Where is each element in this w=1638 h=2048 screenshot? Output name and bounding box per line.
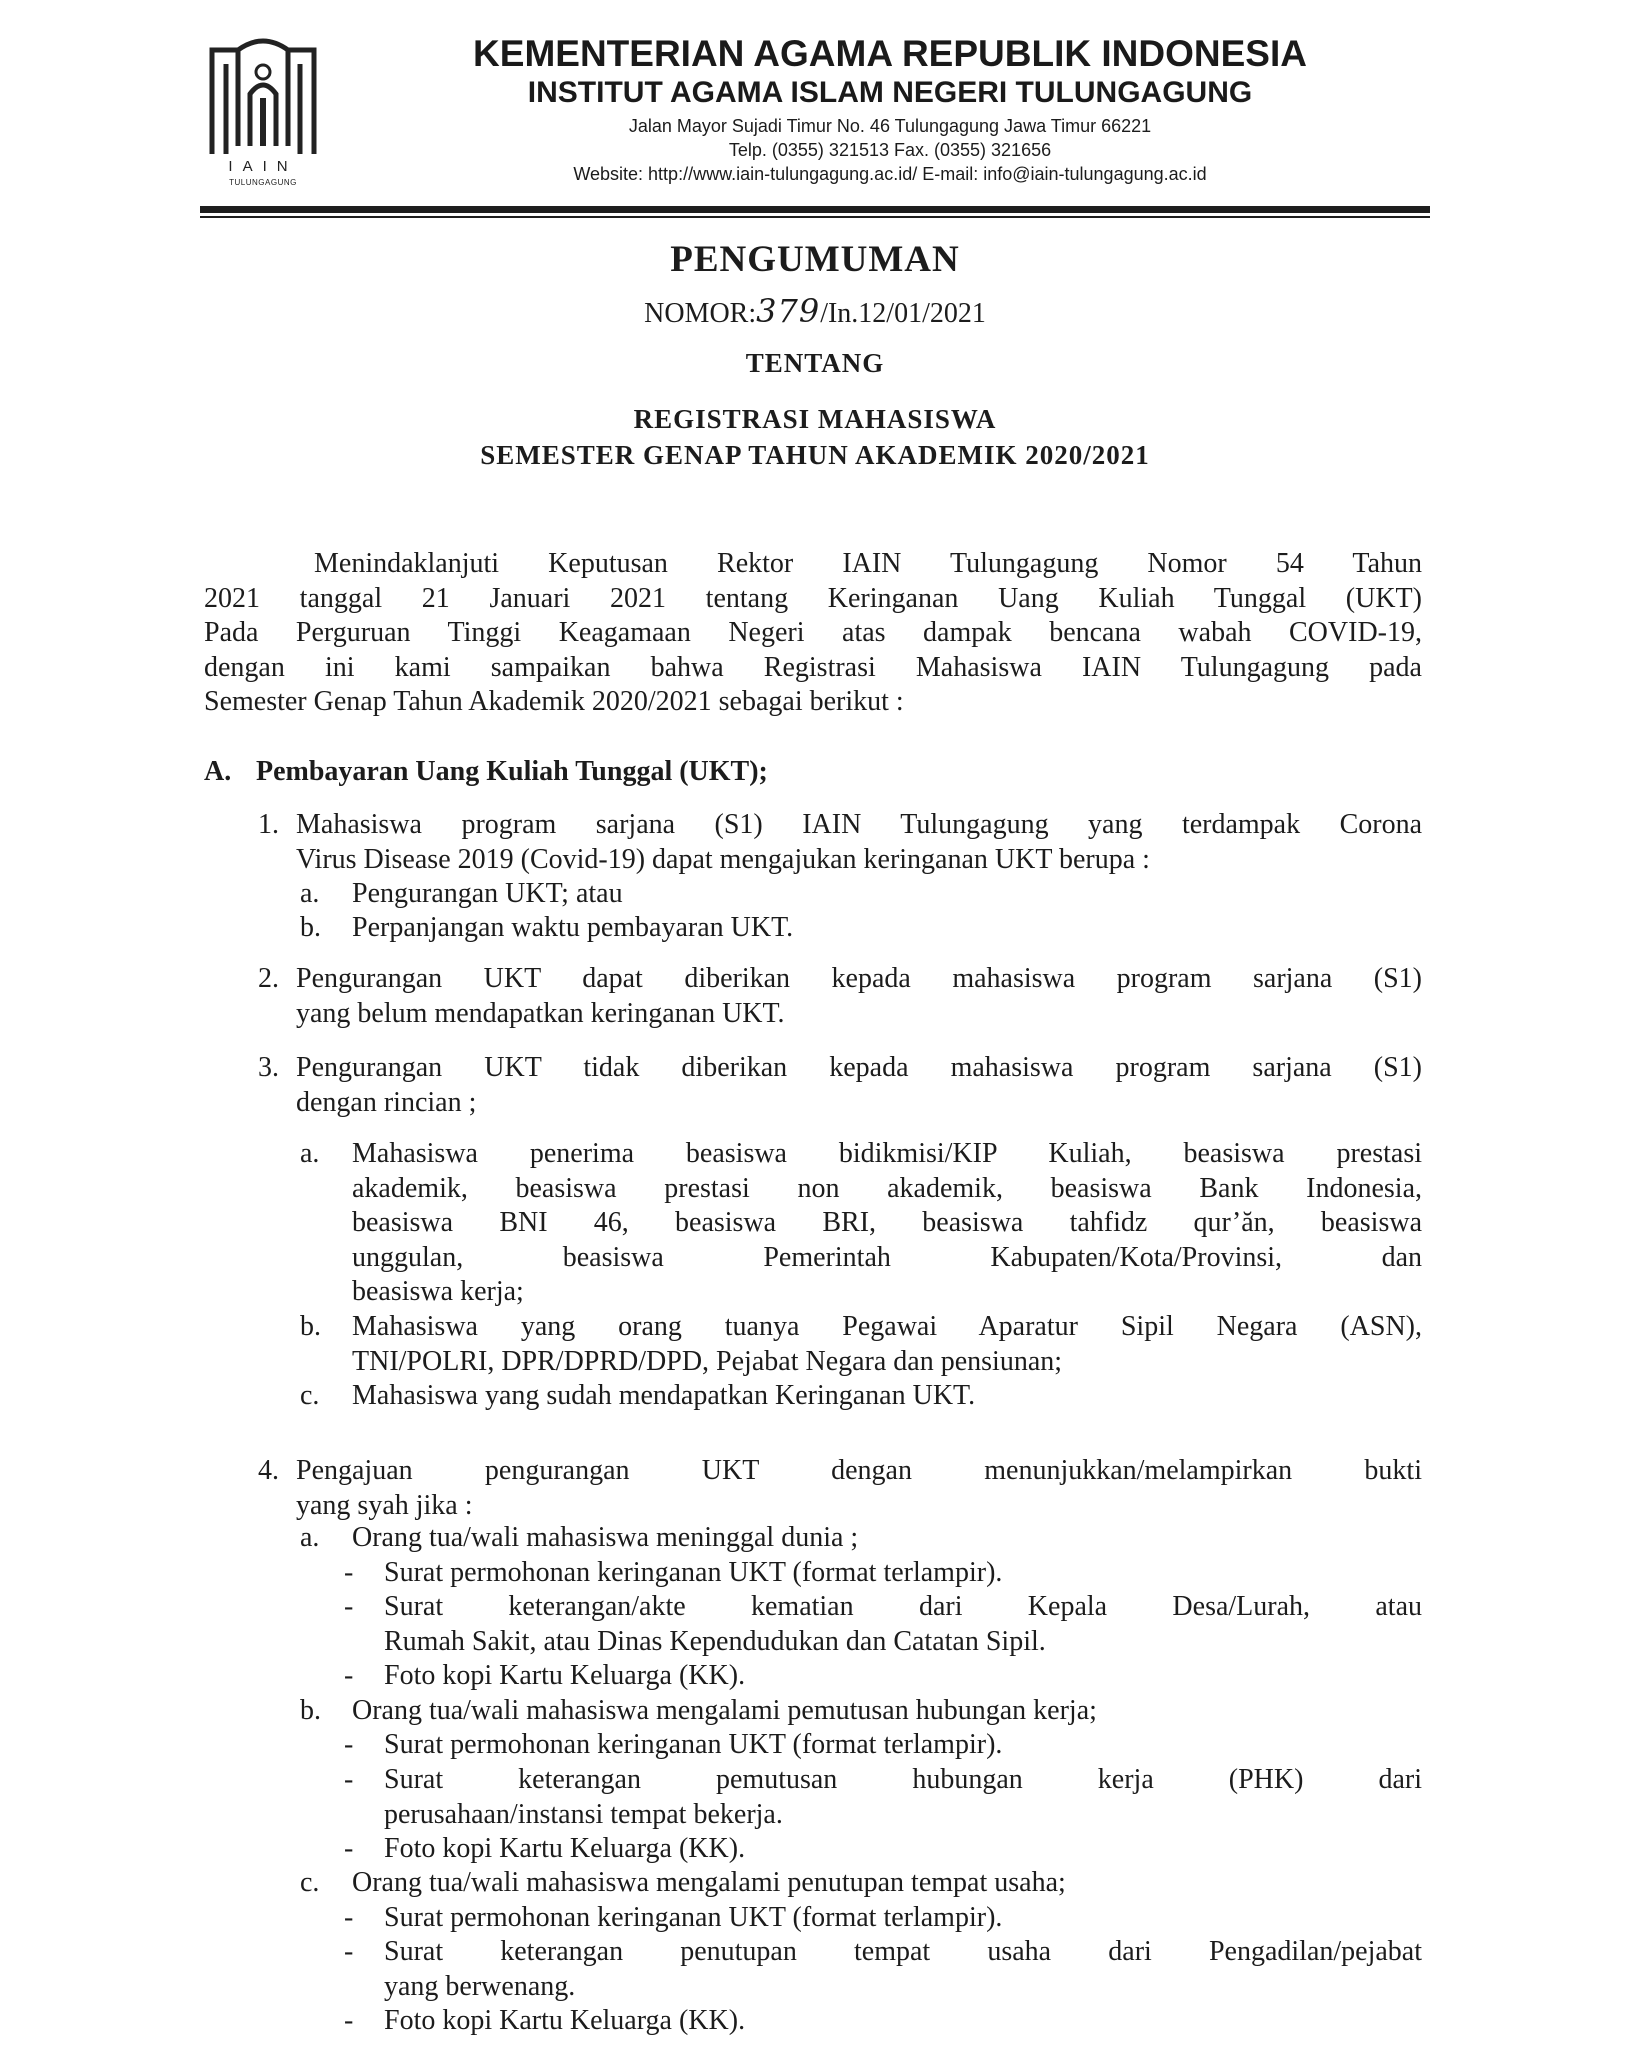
sub-item xyxy=(300,1379,1422,1414)
sub-letter: a. xyxy=(300,1138,320,1169)
intro-paragraph xyxy=(204,547,1422,720)
address: Jalan Mayor Sujadi Timur No. 46 Tulungagung Jawa Timur 66221 xyxy=(628,116,1152,136)
item-number: 1. xyxy=(258,809,279,840)
dash-line: Foto kopi Kartu Keluarga (KK). xyxy=(384,1660,746,1691)
tentang-heading: TENTANG xyxy=(745,348,885,378)
nomor-suffix: /In.12/01/2021 xyxy=(820,298,986,329)
dash-item: - Surat permohonan keringanan UKT (format terlampir). xyxy=(344,1728,1422,1763)
intro-line: 2021 tanggal 21 Januari 2021 tentang Keringanan Uang Kuliah Tunggal (UKT) xyxy=(204,582,1422,614)
website-email: Website: http://www.iain-tulungagung.ac.id/ E-mail: info@iain-tulungagung.ac.id xyxy=(573,164,1207,184)
dash-line: perusahaan/instansi tempat bekerja. xyxy=(384,1798,783,1830)
sub-letter: b. xyxy=(300,912,321,943)
item-number: 3. xyxy=(258,1052,279,1083)
dash-item: - Foto kopi Kartu Keluarga (KK). xyxy=(344,1659,1422,1694)
logo-subtext: TULUNGAGUNG xyxy=(229,178,297,187)
dash-line: Foto kopi Kartu Keluarga (KK). xyxy=(384,2005,746,2036)
nomor-prefix: NOMOR: xyxy=(644,298,757,329)
sub-line: TNI/POLRI, DPR/DPRD/DPD, Pejabat Negara dan pensiunan; xyxy=(352,1345,1063,1377)
item-line: Virus Disease 2019 (Covid-19) dapat mengajukan keringanan UKT berupa : xyxy=(296,843,1150,875)
sub-letter: c. xyxy=(300,1867,320,1898)
subject-line-2: SEMESTER GENAP TAHUN AKADEMIK 2020/2021 xyxy=(480,440,1150,470)
dash-line: Surat permohonan keringanan UKT (format terlampir). xyxy=(384,1557,1003,1588)
dash-line: Surat permohonan keringanan UKT (format terlampir). xyxy=(384,1729,1003,1760)
sub-line: beasiswa kerja; xyxy=(352,1276,524,1307)
subject-line-1: REGISTRASI MAHASISWA xyxy=(633,404,997,434)
sub-item xyxy=(300,1866,1422,1901)
dash-line: Foto kopi Kartu Keluarga (KK). xyxy=(384,1833,746,1864)
dash-line: Surat permohonan keringanan UKT (format terlampir). xyxy=(384,1902,1003,1933)
item-line: Pengajuan pengurangan UKT dengan menunjukkan/melampirkan bukti xyxy=(296,1455,1422,1486)
sub-item xyxy=(300,911,1422,946)
sub-letter: a. xyxy=(300,878,320,909)
dash-item: - Surat keterangan pemutusan hubungan kerja (PHK) dari perusahaan/instansi tempat bekerja. xyxy=(344,1763,1422,1832)
item-line: Pengurangan UKT tidak diberikan kepada mahasiswa program sarjana (S1) xyxy=(296,1052,1422,1083)
header-rule-thin xyxy=(200,216,1430,218)
sub-letter: a. xyxy=(300,1522,320,1553)
sub-letter: b. xyxy=(300,1311,321,1342)
sub-text: Orang tua/wali mahasiswa meninggal dunia ; xyxy=(352,1522,859,1553)
item-line: Pengurangan UKT dapat diberikan kepada mahasiswa program sarjana (S1) xyxy=(296,963,1422,994)
intro-line: Menindaklanjuti Keputusan Rektor IAIN Tulungagung Nomor 54 Tahun xyxy=(314,548,1422,579)
nomor-handwritten: 379 xyxy=(756,292,821,330)
dash-line: Rumah Sakit, atau Dinas Kependudukan dan Catatan Sipil. xyxy=(384,1625,1046,1657)
document-number xyxy=(200,292,1430,330)
sub-text: Orang tua/wali mahasiswa mengalami pemutusan hubungan kerja; xyxy=(352,1695,1097,1726)
section-a-heading xyxy=(204,756,768,788)
section-a-label: A. xyxy=(204,756,232,787)
dash-item: - Foto kopi Kartu Keluarga (KK). xyxy=(344,1832,1422,1867)
list-item-4 xyxy=(258,1454,1422,1523)
item-line: dengan rincian ; xyxy=(296,1086,477,1118)
dash-line: Surat keterangan/akte kematian dari Kepala Desa/Lurah, atau xyxy=(384,1591,1422,1622)
ministry-name: KEMENTERIAN AGAMA REPUBLIK INDONESIA xyxy=(473,33,1307,74)
sub-text: Perpanjangan waktu pembayaran UKT. xyxy=(352,912,794,943)
phone-fax: Telp. (0355) 321513 Fax. (0355) 321656 xyxy=(728,140,1052,160)
list-item-3 xyxy=(258,1051,1422,1120)
sub-line: Mahasiswa penerima beasiswa bidikmisi/KIP Kuliah, beasiswa prestasi xyxy=(352,1138,1422,1169)
sub-item xyxy=(300,1310,1422,1379)
intro-line: dengan ini kami sampaikan bahwa Registrasi Mahasiswa IAIN Tulungagung pada xyxy=(204,651,1422,683)
dash-line: Surat keterangan pemutusan hubungan kerja (PHK) dari xyxy=(384,1764,1422,1795)
document-title: PENGUMUMAN xyxy=(670,239,960,280)
sub-line: akademik, beasiswa prestasi non akademik, beasiswa Bank Indonesia, xyxy=(352,1172,1422,1204)
dash-item: - Foto kopi Kartu Keluarga (KK). xyxy=(344,2004,1422,2039)
item-line: Mahasiswa program sarjana (S1) IAIN Tulungagung yang terdampak Corona xyxy=(296,809,1422,840)
intro-line: Pada Perguruan Tinggi Keagamaan Negeri atas dampak bencana wabah COVID-19, xyxy=(204,617,1422,648)
list-item-2 xyxy=(258,962,1422,1031)
logo-text: IAIN xyxy=(228,158,298,175)
dash-item: - Surat permohonan keringanan UKT (format terlampir). xyxy=(344,1556,1422,1591)
sub-text: Orang tua/wali mahasiswa mengalami penutupan tempat usaha; xyxy=(352,1867,1066,1898)
section-a-title: Pembayaran Uang Kuliah Tunggal (UKT); xyxy=(256,756,768,787)
dash-item: - Surat keterangan penutupan tempat usaha dari Pengadilan/pejabat yang berwenang. xyxy=(344,1935,1422,2004)
sub-item xyxy=(300,1694,1422,1729)
dash-line: yang berwenang. xyxy=(384,1970,576,2002)
item-line: yang syah jika : xyxy=(296,1489,473,1521)
sub-line: unggulan, beasiswa Pemerintah Kabupaten/Kota/Provinsi, dan xyxy=(352,1241,1422,1273)
sub-letter: c. xyxy=(300,1380,320,1411)
item-number: 4. xyxy=(258,1455,279,1486)
sub-item xyxy=(300,877,1422,912)
list-item-1 xyxy=(258,808,1422,877)
sub-item xyxy=(300,1137,1422,1310)
sub-letter: b. xyxy=(300,1695,321,1726)
sub-text: Pengurangan UKT; atau xyxy=(352,878,623,909)
sub-line: Mahasiswa yang orang tuanya Pegawai Aparatur Sipil Negara (ASN), xyxy=(352,1311,1422,1342)
institute-name: INSTITUT AGAMA ISLAM NEGERI TULUNGAGUNG xyxy=(527,76,1253,109)
dash-item: - Surat permohonan keringanan UKT (format terlampir). xyxy=(344,1901,1422,1936)
dash-item: - Surat keterangan/akte kematian dari Kepala Desa/Lurah, atau Rumah Sakit, atau Dinas Kependudukan dan Catatan Sipil. xyxy=(344,1590,1422,1659)
header-rule-thick xyxy=(200,206,1430,213)
sub-item xyxy=(300,1521,1422,1556)
intro-line: Semester Genap Tahun Akademik 2020/2021 sebagai berikut : xyxy=(204,686,904,717)
dash-line: Surat keterangan penutupan tempat usaha dari Pengadilan/pejabat xyxy=(384,1936,1422,1967)
sub-line: Mahasiswa yang sudah mendapatkan Keringanan UKT. xyxy=(352,1380,976,1411)
sub-line: beasiswa BNI 46, beasiswa BRI, beasiswa tahfidz qur’ăn, beasiswa xyxy=(352,1207,1422,1238)
item-line: yang belum mendapatkan keringanan UKT. xyxy=(296,997,785,1029)
item-number: 2. xyxy=(258,963,279,994)
